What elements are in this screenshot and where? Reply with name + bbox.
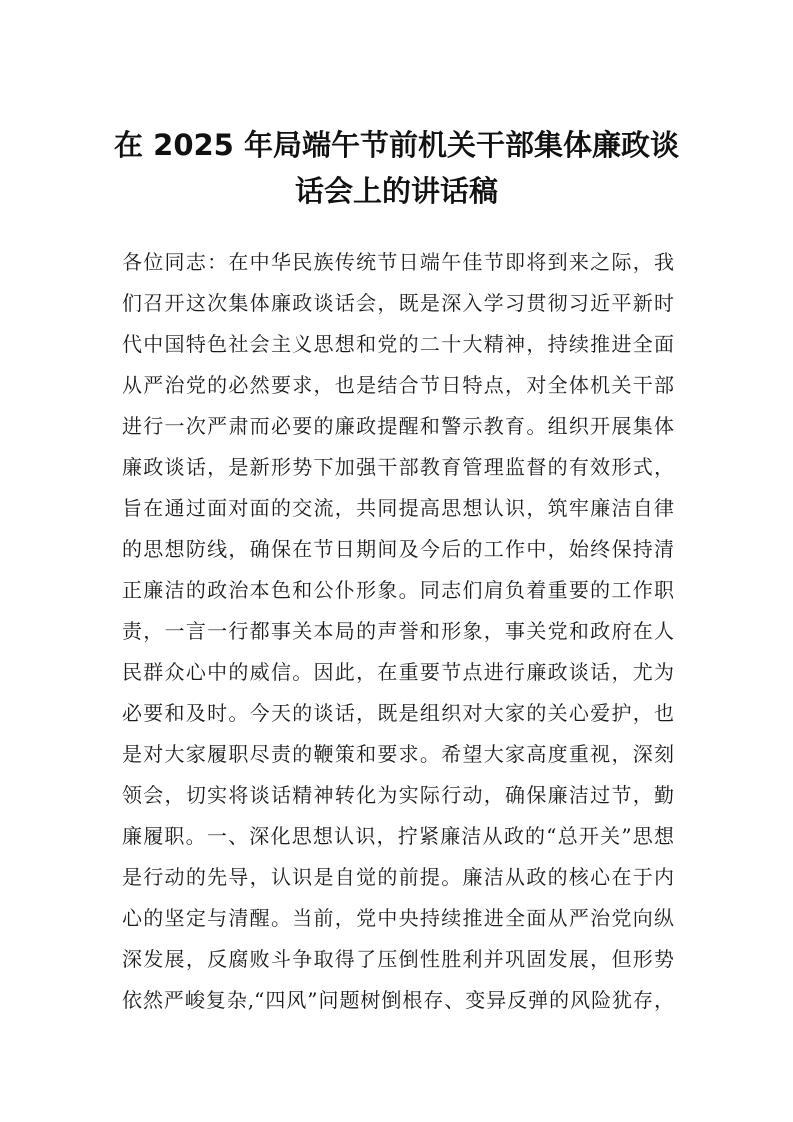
body-line: 正廉洁的政治本色和公仆形象。同志们肩负着重要的工作职 <box>122 578 674 602</box>
body-line: 廉履职。一、深化思想认识，拧紧廉洁从政的“总开关”思想 <box>122 824 674 848</box>
body-line: 旨在通过面对面的交流，共同提高思想认识，筑牢廉洁自律 <box>122 496 674 520</box>
body-line: 责，一言一行都事关本局的声誉和形象，事关党和政府在人 <box>122 619 674 643</box>
body-line: 依然严峻复杂,“四风”问题树倒根存、变异反弹的风险犹存， <box>122 988 674 1012</box>
body-line: 深发展，反腐败斗争取得了压倒性胜利并巩固发展，但形势 <box>122 947 674 971</box>
body-line: 心的坚定与清醒。当前，党中央持续推进全面从严治党向纵 <box>122 906 674 930</box>
body-line: 民群众心中的威信。因此，在重要节点进行廉政谈话，尤为 <box>122 660 674 684</box>
body-line: 从严治党的必然要求，也是结合节日特点，对全体机关干部 <box>122 373 674 397</box>
body-line: 领会，切实将谈话精神转化为实际行动，确保廉洁过节，勤 <box>122 783 674 807</box>
body-line: 们召开这次集体廉政谈话会，既是深入学习贯彻习近平新时 <box>122 291 674 315</box>
body-line: 必要和及时。今天的谈话，既是组织对大家的关心爱护，也 <box>122 701 674 725</box>
body-line: 廉政谈话，是新形势下加强干部教育管理监督的有效形式， <box>122 455 674 479</box>
body-line: 代中国特色社会主义思想和党的二十大精神，持续推进全面 <box>122 332 674 356</box>
document-title-line-2: 话会上的讲话稿 <box>294 174 498 208</box>
body-line: 是行动的先导，认识是自觉的前提。廉洁从政的核心在于内 <box>122 865 674 889</box>
document-title-line-1: 在 2025 年局端午节前机关干部集体廉政谈 <box>114 128 679 162</box>
body-line: 是对大家履职尽责的鞭策和要求。希望大家高度重视，深刻 <box>122 742 674 766</box>
body-line: 的思想防线，确保在节日期间及今后的工作中，始终保持清 <box>122 537 674 561</box>
body-line: 各位同志：在中华民族传统节日端午佳节即将到来之际，我 <box>122 250 674 274</box>
body-line: 进行一次严肃而必要的廉政提醒和警示教育。组织开展集体 <box>122 414 674 438</box>
